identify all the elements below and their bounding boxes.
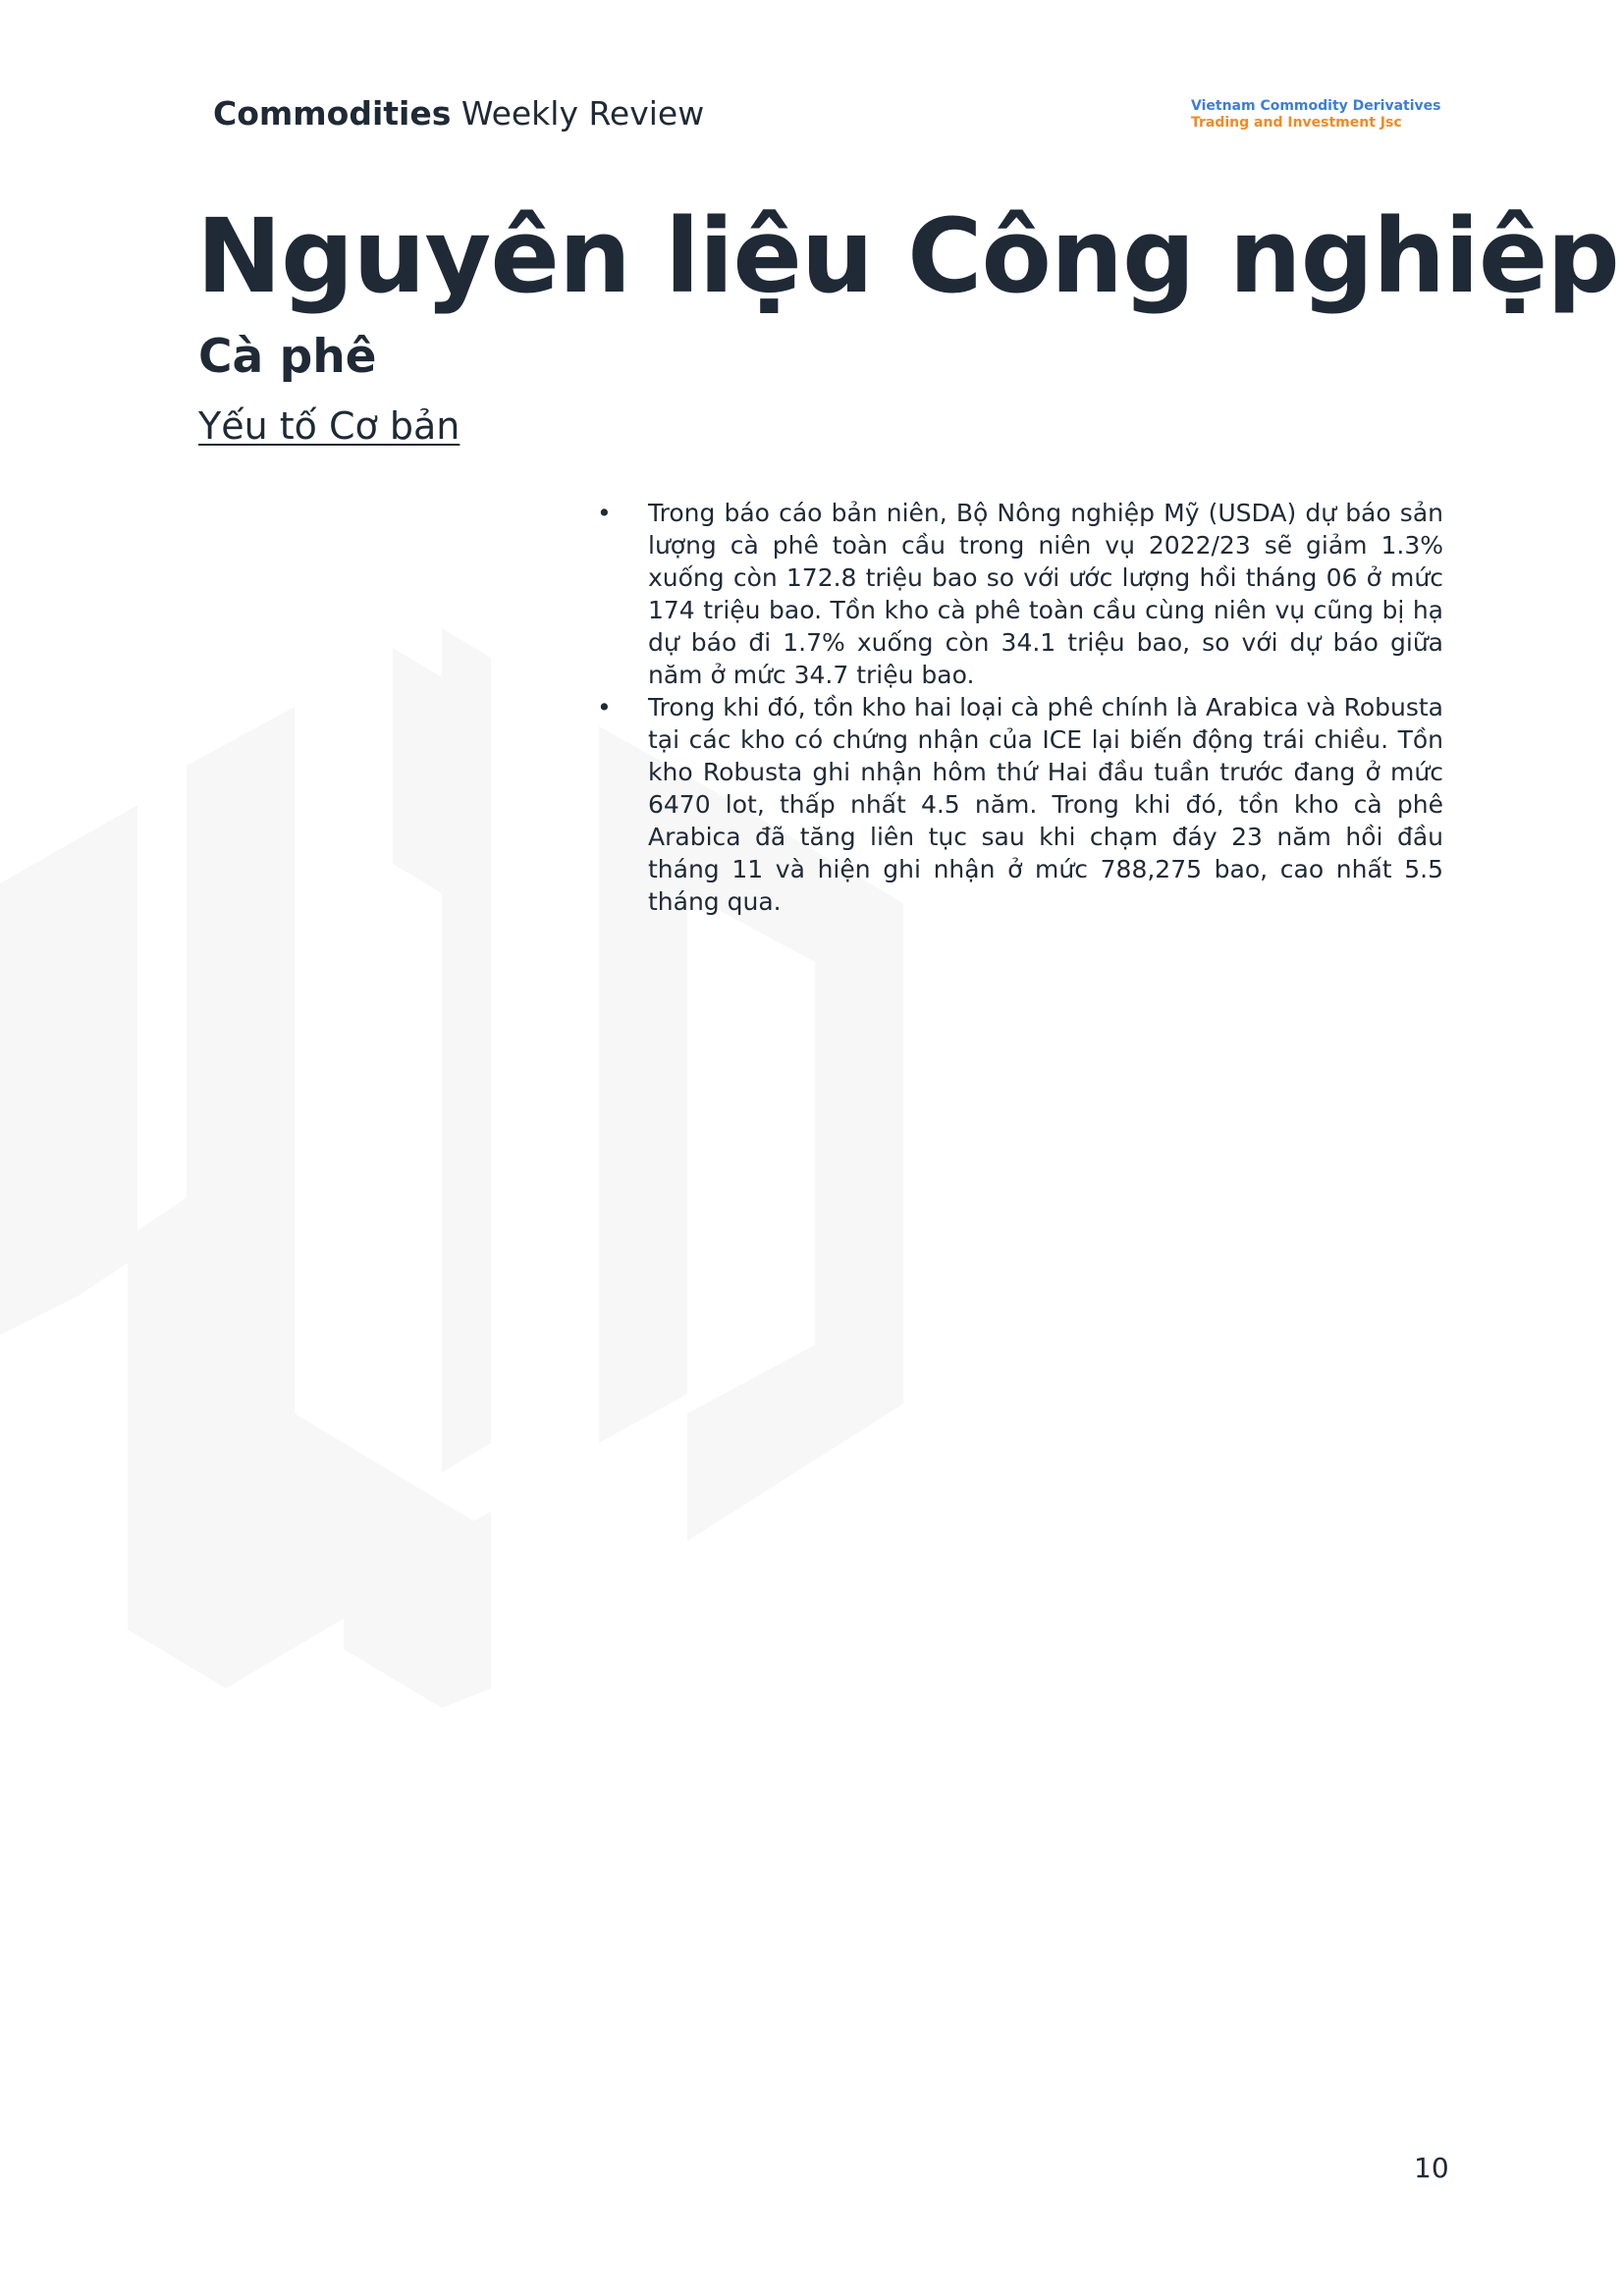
company-name-line1: Vietnam Commodity Derivatives [1191, 98, 1441, 114]
report-header-title-rest: Weekly Review [451, 94, 705, 133]
bullet-text: Trong báo cáo bản niên, Bộ Nông nghiệp Mỹ (USDA) dự báo sản lượng cà phê toàn cầu trong niên vụ 2022/23 sẽ giảm 1.3% xuống còn 172.8 triệu bao so với ước lượng hồi tháng 06 ở mức 174 triệu bao. Tồn kho cà phê toàn cầu cùng niên vụ cũng bị hạ dự báo đi 1.7% xuống còn 34.1 triệu bao, so với dự báo giữa năm ở mức 34.7 triệu bao. [648, 499, 1443, 689]
bullet-glyph: • [597, 499, 612, 527]
page-title: Nguyên liệu Công nghiệp [196, 196, 1619, 316]
page-number: 10 [1414, 2152, 1449, 2184]
bullet-item [593, 691, 1443, 918]
company-logo-text [1191, 98, 1441, 132]
report-header-title [213, 94, 704, 133]
bullet-glyph: • [597, 693, 612, 721]
bullet-item [593, 497, 1443, 691]
bullet-text: Trong khi đó, tồn kho hai loại cà phê chính là Arabica và Robusta tại các kho có chứng nhận của ICE lại biến động trái chiều. Tồn kho Robusta ghi nhận hôm thứ Hai đầu tuần trước đang ở mức 6470 lot, thấp nhất 4.5 năm. Trong khi đó, tồn kho cà phê Arabica đã tăng liên tục sau khi chạm đáy 23 năm hồi đầu tháng 11 và hiện ghi nhận ở mức 788,275 bao, cao nhất 5.5 tháng qua. [648, 693, 1443, 916]
section-title: Cà phê [198, 330, 377, 384]
subsection-title: Yếu tố Cơ bản [198, 404, 460, 448]
company-name-line2: Trading and Investment Jsc [1191, 115, 1402, 131]
bullet-list [593, 497, 1443, 918]
report-header-title-bold: Commodities [213, 94, 452, 133]
